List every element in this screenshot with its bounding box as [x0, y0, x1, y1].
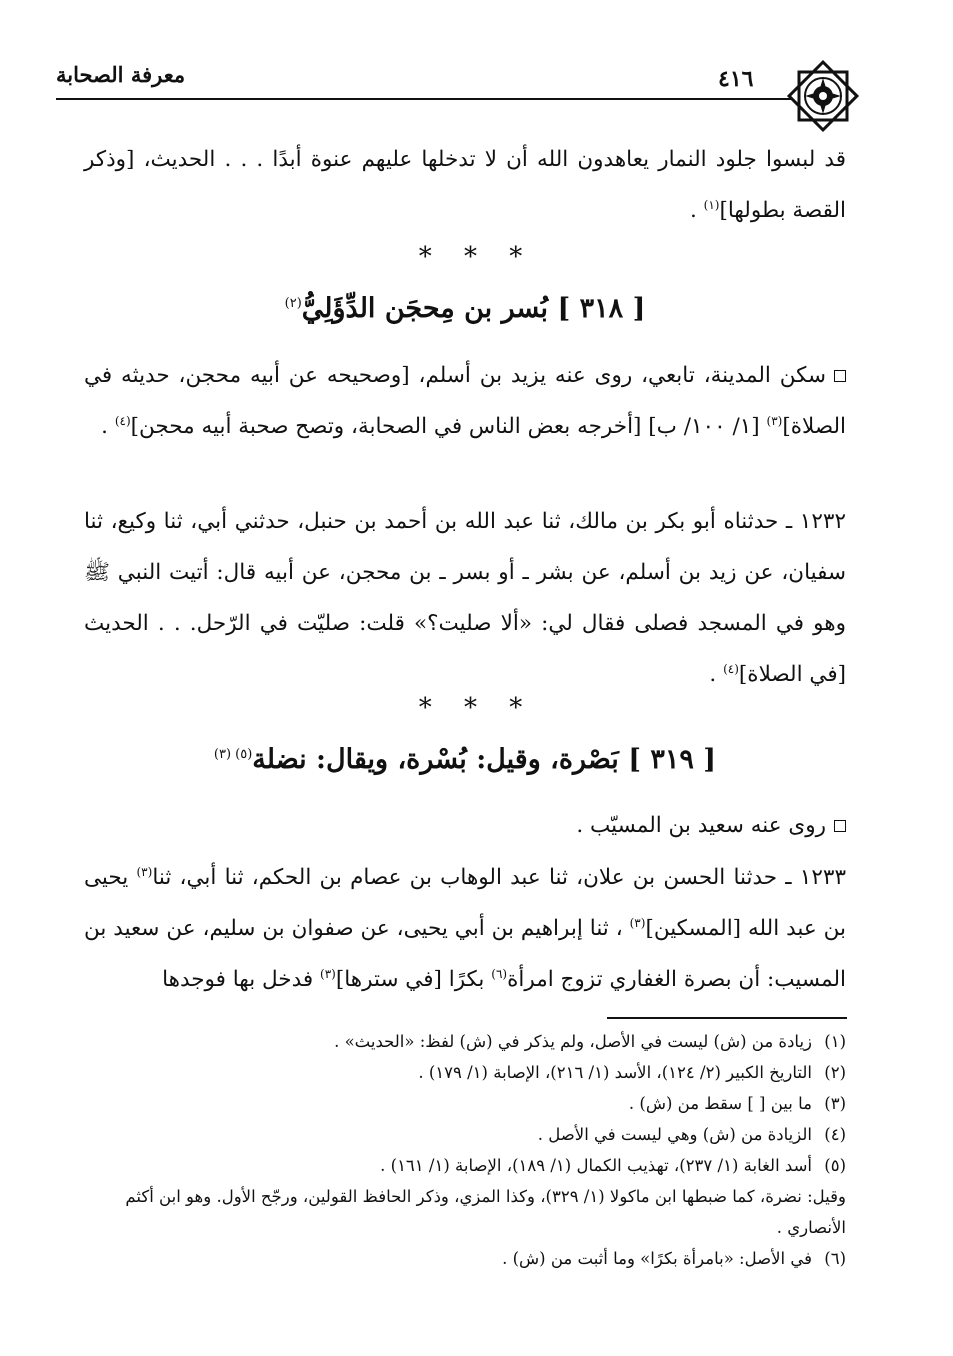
footnote-text: زيادة من (ش) ليست في الأصل، ولم يذكر في (ش) لفظ: «الحديث» . — [334, 1032, 812, 1051]
footnote-text: أسد الغابة (١/ ٢٣٧)، تهذيب الكمال (١/ ١٨٩)، الإصابة (١/ ١٦١) . — [380, 1156, 812, 1175]
footnote-ref: (٣) — [320, 966, 336, 981]
footnote-text: الزيادة من (ش) وهي ليست في الأصل . — [537, 1125, 812, 1144]
paragraph-text: سكن المدينة، تابعي، روى عنه يزيد بن أسلم، [وصحيحه عن أبيه محجن، حديثه في الصلاة] — [84, 363, 846, 439]
footnote-text: ما بين [ ] سقط من (ش) . — [628, 1094, 812, 1113]
section-title-319 — [84, 744, 846, 775]
paragraph-text: فدخل بها فوجدها — [162, 967, 320, 992]
paragraph-text: ، ثنا إبراهيم بن أبي يحيى، عن صفوان بن سليم، عن سعيد بن المسيب: أن بصرة الغفاري تزوج امرأة — [84, 916, 846, 992]
hadith-paragraph-1232 — [84, 496, 846, 700]
paragraph-text: بكرًا [في سترها] — [335, 967, 492, 992]
footnotes — [84, 1026, 846, 1274]
footnote-2 — [84, 1057, 846, 1088]
footnote-ref: (٣) — [766, 413, 783, 428]
paragraph-continuation — [84, 134, 846, 236]
footnote-ref: (٥) (٣) — [213, 747, 253, 762]
footnote-5 — [84, 1150, 846, 1181]
footnote-text: وقيل: نضرة، كما ضبطها ابن ماكولا (١/ ٣٢٩)، وكذا المزي، وذكر الحافظ القولين، ورجّح الأول. وهو ابن أكثم الأنصاري . — [125, 1187, 846, 1237]
paragraph-text: ١٢٣٢ ـ حدثناه أبو بكر بن مالك، ثنا عبد الله بن أحمد بن حنبل، حدثني أبي، ثنا وكيع، ثنا سفيان، عن زيد بن أسلم، عن بشر ـ أو بسر ـ بن محجن، عن أبيه قال: أتيت النبي ﷺ وهو في المسجد فصلى فقال لي: «ألا صليت؟» قلت: صليّت في الرّحل. . . الحديث [في الصلاة] — [84, 509, 846, 687]
footnote-ref: (٣) — [629, 915, 646, 930]
footnote-divider — [607, 1017, 847, 1019]
footnote-text: في الأصل: «بامرأة بكرًا» وما أثبت من (ش) . — [502, 1249, 812, 1268]
paragraph-tail: . — [101, 414, 115, 439]
footnote-4 — [84, 1119, 846, 1150]
footnote-number: (٥) — [824, 1156, 846, 1175]
section-separator: * * * — [418, 242, 535, 272]
footnote-number: (٤) — [824, 1125, 846, 1144]
biography-paragraph — [84, 350, 846, 452]
footnote-ref: (٢) — [284, 296, 302, 311]
footnote-ref: (٤) — [114, 413, 131, 428]
paragraph-tail: . — [689, 198, 704, 223]
paragraph-tail: . — [709, 662, 724, 687]
footnote-text: التاريخ الكبير (٢/ ١٢٤)، الأسد (١/ ٢١٦)، الإصابة (١/ ١٧٩) . — [418, 1063, 812, 1082]
biography-paragraph — [84, 800, 846, 851]
paragraph-text: روى عنه سعيد بن المسيّب . — [576, 813, 826, 838]
footnote-5-continuation — [84, 1181, 846, 1243]
paragraph-text: يحيى بن عبد الله [المسكين] — [84, 865, 846, 941]
hadith-paragraph-1233 — [84, 852, 846, 1005]
footnote-6 — [84, 1243, 846, 1274]
section-title-318 — [84, 293, 846, 324]
footnote-number: (١) — [824, 1032, 846, 1051]
footnote-3 — [84, 1088, 846, 1119]
paragraph-text: ١٢٣٣ ـ حدثنا الحسن بن علان، ثنا عبد الوهاب بن عصام بن الحكم، ثنا أبي، ثنا — [152, 865, 846, 890]
section-title-text: [ ٣١٨ ] بُسر بن مِحجَن الدِّؤَلِيُّ — [301, 293, 646, 324]
section-title-text: [ ٣١٩ ] بَصْرة، وقيل: بُسْرة، ويقال: نضلة — [252, 744, 717, 775]
footnote-number: (٦) — [824, 1249, 846, 1268]
star-ornament-icon — [785, 58, 861, 134]
footnote-number: (٢) — [824, 1063, 846, 1082]
footnote-ref: (١) — [703, 197, 720, 212]
footnote-1 — [84, 1026, 846, 1057]
footnote-number: (٣) — [824, 1094, 846, 1113]
book-title: معرفة الصحابة — [56, 62, 186, 87]
bullet-square-icon — [834, 820, 846, 832]
header-divider — [56, 98, 791, 100]
footnote-ref: (٦) — [491, 966, 508, 981]
bullet-square-icon — [834, 370, 846, 382]
footnote-ref: (٣) — [136, 864, 153, 879]
page-number: ٤١٦ — [718, 66, 754, 92]
section-separator: * * * — [418, 693, 535, 723]
paragraph-text: قد لبسوا جلود النمار يعاهدون الله أن لا تدخلها عليهم عنوة أبدًا . . . الحديث، [وذكر القصة بطولها] — [84, 147, 846, 223]
paragraph-text: [١/ ١٠٠/ ب] [أخرجه بعض الناس في الصحابة، وتصح صحبة أبيه محجن] — [130, 414, 767, 439]
footnote-ref: (٤) — [723, 661, 739, 676]
